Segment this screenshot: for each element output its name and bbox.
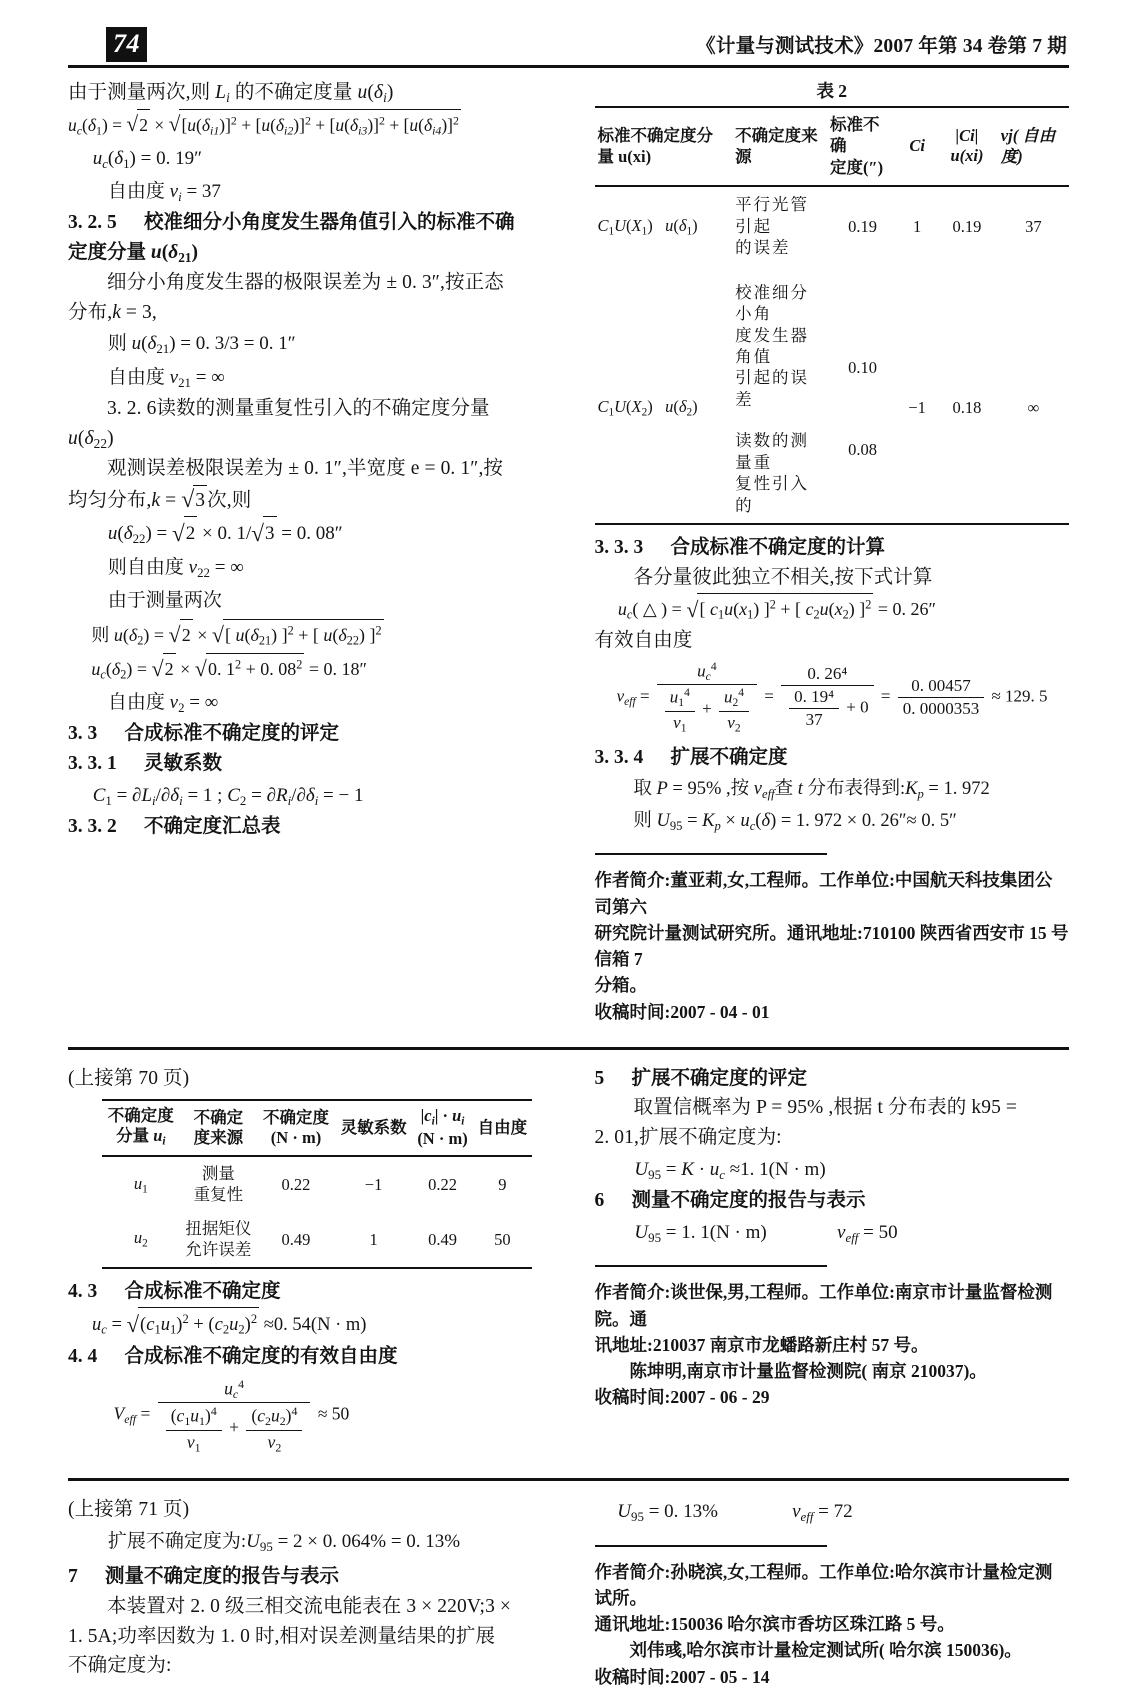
bio-divider-2 xyxy=(595,1265,827,1267)
uncertainty-summary-table-70 xyxy=(102,1099,532,1268)
cell-ci-u: 0.19 xyxy=(952,216,982,236)
para-3-2-5-body: 细分小角度发生器的极限误差为 ± 0. 3″,按正态 xyxy=(107,272,504,294)
heading-3-2-5-cont: 定度分量 $u(\delta_{21})$ xyxy=(68,242,198,266)
heading-4-4: 4. 4 合成标准不确定度的有效自由度 xyxy=(68,1345,398,1367)
heading-3-2-6-cont: $u(\delta_{22})$ xyxy=(68,428,114,452)
equation-sensitivity-coeff: $C_1 = \partial L_i/\partial\delta_i = 1$ ; $C_2 = \partial R_i/\partial\delta_i$ = − 1 xyxy=(92,784,364,808)
cell-sensitivity: −1 xyxy=(364,1174,383,1194)
continued-from-label-71: (上接第 71 页) xyxy=(68,1499,190,1521)
equation-u95-article1: 则 $U_{95} = K_p \times u_c(\delta) = 1$. 972 × 0. 26″≈ 0. 5″ xyxy=(633,810,957,833)
cell-std-uncertainty-group xyxy=(827,266,898,524)
cell-component: $u_2$ xyxy=(133,1228,148,1250)
equation-expanded-uncertainty-article3: 扩展不确定度为$:U_{95} = 2 \times 0$. 064% = 0. 13% xyxy=(107,1530,461,1554)
article-1 xyxy=(68,78,1069,1025)
cell-source: 平行光管引起 的误差 xyxy=(735,195,810,258)
th-uncertainty-value: 不确定度 (N · m) xyxy=(262,1107,329,1147)
line-degrees-freedom-i: 自由度 $v_i = 37$ xyxy=(107,181,221,204)
table-2-header-row xyxy=(595,107,1070,186)
th-component: 标准不确定度分 量 u(xi) xyxy=(597,125,713,167)
cell-source-a: 校准细分小角 度发生器角值 引起的误差 xyxy=(735,282,810,409)
article-3-right-column xyxy=(569,1495,1070,1690)
heading-7: 7 测量不确定度的报告与表示 xyxy=(68,1566,340,1588)
para-7-body3: 不确定度为: xyxy=(68,1655,172,1677)
heading-4-3: 4. 3 合成标准不确定度 xyxy=(68,1280,281,1302)
th-ci: Ci xyxy=(909,136,925,156)
th-sensitivity: 灵敏系数 xyxy=(340,1117,407,1137)
bio-divider-3 xyxy=(595,1545,827,1547)
table-2-caption: 表 2 xyxy=(816,81,848,101)
table-row xyxy=(595,266,1070,524)
equation-u-delta21: 则 $u(\delta_{21}) = 0$. 3/3 = 0. 1″ xyxy=(107,333,296,357)
th-ci-ui-top: $|c_i| \cdot u_i$ xyxy=(420,1106,465,1128)
th-source: 不确定度来源 xyxy=(735,125,818,167)
para-7-body2: 1. 5A;功率因数为 1. 0 时,相对误差测量结果的扩展 xyxy=(68,1625,496,1647)
article-3 xyxy=(68,1495,1069,1690)
article-1-left-column xyxy=(68,78,569,1025)
cell-ci-ui: 0.49 xyxy=(428,1229,457,1249)
cell-dof: 50 xyxy=(494,1229,511,1249)
th-ci-u: |Ci| u(xi) xyxy=(950,126,984,166)
bio-line: 作者简介:孙晓滨,女,工程师。工作单位:哈尔滨市计量检定测试所。 xyxy=(594,1561,1053,1608)
table-2-body xyxy=(595,186,1070,524)
equation-final-report-article3: $U_{95} = 0$. 13% $v_{eff} = 72$ xyxy=(617,1501,853,1525)
bio-received-date: 收稿时间:2007 - 04 - 01 xyxy=(594,1001,770,1022)
cell-sensitivity: 1 xyxy=(369,1229,378,1249)
uncertainty-summary-table-2 xyxy=(595,106,1070,525)
cell-component: $u_1$ xyxy=(133,1173,148,1195)
bio-line: 作者简介:谈世保,男,工程师。工作单位:南京市计量监督检测院。通 xyxy=(594,1282,1053,1329)
heading-3-3-1: 3. 3. 1 灵敏系数 xyxy=(68,752,223,774)
table-row xyxy=(595,186,1070,265)
table-70-footer-rule xyxy=(102,1268,532,1269)
bio-received-date: 收稿时间:2007 - 06 - 29 xyxy=(594,1387,770,1408)
bio-line: 作者简介:董亚莉,女,工程师。工作单位:中国航天科技集团公司第六 xyxy=(594,870,1053,917)
table-2-wrapper xyxy=(595,106,1070,525)
article-2-right-column xyxy=(569,1064,1070,1454)
para-3-2-6-body2: 均匀分布,k = √ 3 次,则 xyxy=(68,484,543,516)
para-measure-twice: 由于测量两次,则 $L_i$ 的不确定度量 $u(\delta_i)$ xyxy=(68,82,394,105)
continued-from-label-70: (上接第 70 页) xyxy=(68,1067,190,1089)
line-measured-twice-2: 由于测量两次 xyxy=(107,590,222,612)
para-5-body: 取置信概率为 P = 95% ,根据 t 分布表的 k95 = xyxy=(633,1097,1018,1119)
author-bio-1 xyxy=(595,867,1070,1025)
bio-received-date: 收稿时间:2007 - 05 - 14 xyxy=(594,1666,770,1687)
heading-3-2-5: 3. 2. 5 校准细分小角度发生器角值引入的标准不确 xyxy=(68,212,515,234)
th-component-sub: 分量 $u_i$ xyxy=(116,1126,166,1148)
table-row xyxy=(102,1156,532,1212)
heading-3-3-3: 3. 3. 3 合成标准不确定度的计算 xyxy=(594,537,886,558)
bio-divider-1 xyxy=(595,853,827,855)
equation-kp: 取 P = 95% ,按 $v_{eff}$查 t 分布表得到$:K_p = 1$. 972 xyxy=(633,778,990,801)
heading-6: 6 测量不确定度的报告与表示 xyxy=(594,1190,866,1212)
cell-ci-ui: 0.22 xyxy=(428,1174,457,1194)
bio-line: 研究院计量测试研究所。通讯地址:710100 陕西省西安市 15 号信箱 7 xyxy=(594,922,1069,970)
heading-3-3: 3. 3 合成标准不确定度的评定 xyxy=(68,723,340,745)
article-2 xyxy=(68,1064,1069,1454)
article-2-left-column xyxy=(68,1064,569,1454)
para-5-body2: 2. 01,扩展不确定度为: xyxy=(594,1127,782,1149)
equation-combined-uncertainty: $u_c$( △ ) = √ [ $c_1u(x_1) ]^2$ + [ $c_2u(x_2) ]^2 = 0$. 26″ xyxy=(595,592,1070,626)
cell-dof: 9 xyxy=(498,1174,507,1194)
equation-final-report-article2: $U_{95} = 1$. 1(N · m) $v_{eff} = 50$ xyxy=(634,1221,898,1245)
article-1-right-column xyxy=(569,78,1070,1025)
th-dof: 自由度 xyxy=(477,1117,528,1137)
label-effective-dof: 有效自由度 xyxy=(594,630,693,652)
line-dof-2: 自由度 $v_2$ = ∞ xyxy=(107,691,219,715)
article-separator-2 xyxy=(68,1478,1069,1481)
journal-title-line: 《计量与测试技术》2007 年第 34 卷第 7 期 xyxy=(696,36,1067,57)
page-header xyxy=(68,0,1069,65)
cell-source: 扭据矩仪 允许误差 xyxy=(185,1218,252,1260)
heading-5: 5 扩展不确定度的评定 xyxy=(594,1067,808,1089)
th-source: 不确定 度来源 xyxy=(193,1107,244,1147)
cell-value: 0.22 xyxy=(281,1174,311,1194)
author-bio-2 xyxy=(595,1279,1070,1410)
heading-3-2-6: 3. 2. 6读数的测量重复性引入的不确定度分量 xyxy=(107,398,490,420)
table-70-wrapper xyxy=(102,1099,532,1268)
cell-source-b: 读数的测量重 复性引入的 xyxy=(735,431,810,515)
author-bio-3 xyxy=(595,1559,1070,1690)
th-dof: vj( 自由度) xyxy=(1000,125,1056,167)
header-rule xyxy=(68,65,1069,68)
line-dof-21: 自由度 $v_{21}$ = ∞ xyxy=(107,366,225,390)
th-component: 不确定度 分量 $u_i$ xyxy=(102,1100,180,1156)
cell-ci: −1 xyxy=(908,398,926,418)
equation-uc-delta1-value: $u_c(\delta_1) = 0$. 19″ xyxy=(92,147,203,171)
th-ci-ui: $|c_i| \cdot u_i$ (N · m) xyxy=(412,1100,472,1156)
cell-source-group xyxy=(732,266,827,524)
table-2-footer-rule xyxy=(595,524,1070,525)
table-70-header-row xyxy=(102,1100,532,1156)
cell-std-uncertainty-b: 0.08 xyxy=(848,439,877,459)
page-number: 74 xyxy=(106,27,147,62)
para-3-3-3-body: 各分量彼此独立不相关,按下式计算 xyxy=(633,566,933,588)
article-3-left-column xyxy=(68,1495,569,1690)
para-3-2-5-body2: 分布,k = 3, xyxy=(68,301,157,323)
cell-component: $C_1U(X_2)$ $u(\delta_2)$ xyxy=(597,396,698,419)
equation-veff-article2: $V_{eff}$ = $u_c^4$ $\frac{(c_1u_1)^4}{v_1}$ + $\frac{(c_2u_2)^4}{v_2}$ ≈ 50 xyxy=(113,1377,350,1455)
cell-dof: ∞ xyxy=(1027,398,1040,418)
equation-combined-uncertainty-article2: $u_c$ = √ $(c_1u_1)^2 + (c_2u_2)^2 \approx 0$. 54(N · m) xyxy=(68,1306,543,1341)
bio-line: 通讯地址:150036 哈尔滨市香坊区珠江路 5 号。 xyxy=(594,1614,955,1635)
bio-line: 陈坤明,南京市计量监督检测院( 南京 210037)。 xyxy=(629,1361,987,1382)
equation-uc-delta2: $u_c(\delta_2)$ = √ 2 × √ 0. $1^2 + 0$. $08^2 = 0$. 18″ xyxy=(68,652,543,686)
cell-std-uncertainty: 0.19 xyxy=(848,216,877,236)
cell-ci: 1 xyxy=(913,216,922,236)
th-std-uncertainty: 标准不确 定度(″) xyxy=(829,115,884,177)
cell-value: 0.49 xyxy=(281,1229,311,1249)
cell-std-uncertainty-a: 0.10 xyxy=(848,358,877,378)
para-7-body: 本装置对 2. 0 级三相交流电能表在 3 × 220V;3 × xyxy=(107,1595,511,1617)
equation-uc-delta1: $u_c(\delta_1)$ = √ 2 × √ $[u(\delta_{i1})]^2 + [u(\delta_{i2})]^2 + [u(\delta_{i3})]^2 + [u(\delta_{i4})]^2$ xyxy=(68,108,543,141)
article-separator-1 xyxy=(68,1047,1069,1050)
bio-line: 讯地址:210037 南京市龙蟠路新庄村 57 号。 xyxy=(594,1334,929,1355)
cell-ci-u: 0.18 xyxy=(952,398,982,418)
line-dof-22: 则自由度 $v_{22}$ = ∞ xyxy=(107,556,244,580)
cell-dof: 37 xyxy=(1025,216,1042,236)
bio-line: 分箱。 xyxy=(594,975,647,996)
para-3-2-6-body: 观测误差极限误差为 ± 0. 1″,半宽度 e = 0. 1″,按 xyxy=(107,458,504,480)
equation-u-delta22: $u(\delta_{22})$ = √ 2 × 0. 1/ √ 3 = 0. 08″ xyxy=(68,515,543,550)
heading-3-3-2: 3. 3. 2 不确定度汇总表 xyxy=(68,816,281,838)
bio-line: 刘伟彧,哈尔滨市计量检定测试所( 哈尔滨 150036)。 xyxy=(629,1640,1022,1661)
cell-source: 测量 重复性 xyxy=(193,1164,244,1205)
table-70-body xyxy=(102,1156,532,1268)
heading-3-3-4: 3. 3. 4 扩展不确定度 xyxy=(594,746,788,768)
equation-u95-article2: $U_{95} = K \cdot u_c \approx 1$. 1(N · m) xyxy=(634,1158,826,1182)
equation-effective-dof: $v_{eff}$ = $u_c^4$ $\frac{u_1^4}{v_1}$ + $\frac{u_2^4}{v_2}$ = 0. 26⁴ $\frac{\text{0. 19⁴}}{37}$ + 0 = $\frac{0. 00457}{0. 0000353}$ ≈ 129. 5 xyxy=(616,659,1048,735)
equation-u-delta2: 则 $u(\delta_2)$ = √ 2 × √ [ $u(\delta_{21}) ]^2$ + [ $u(\delta_{22})$ ]$^2$ xyxy=(68,618,543,652)
table-row xyxy=(102,1212,532,1268)
cell-component: $C_1U(X_1)$ $u(\delta_1)$ xyxy=(597,215,698,237)
